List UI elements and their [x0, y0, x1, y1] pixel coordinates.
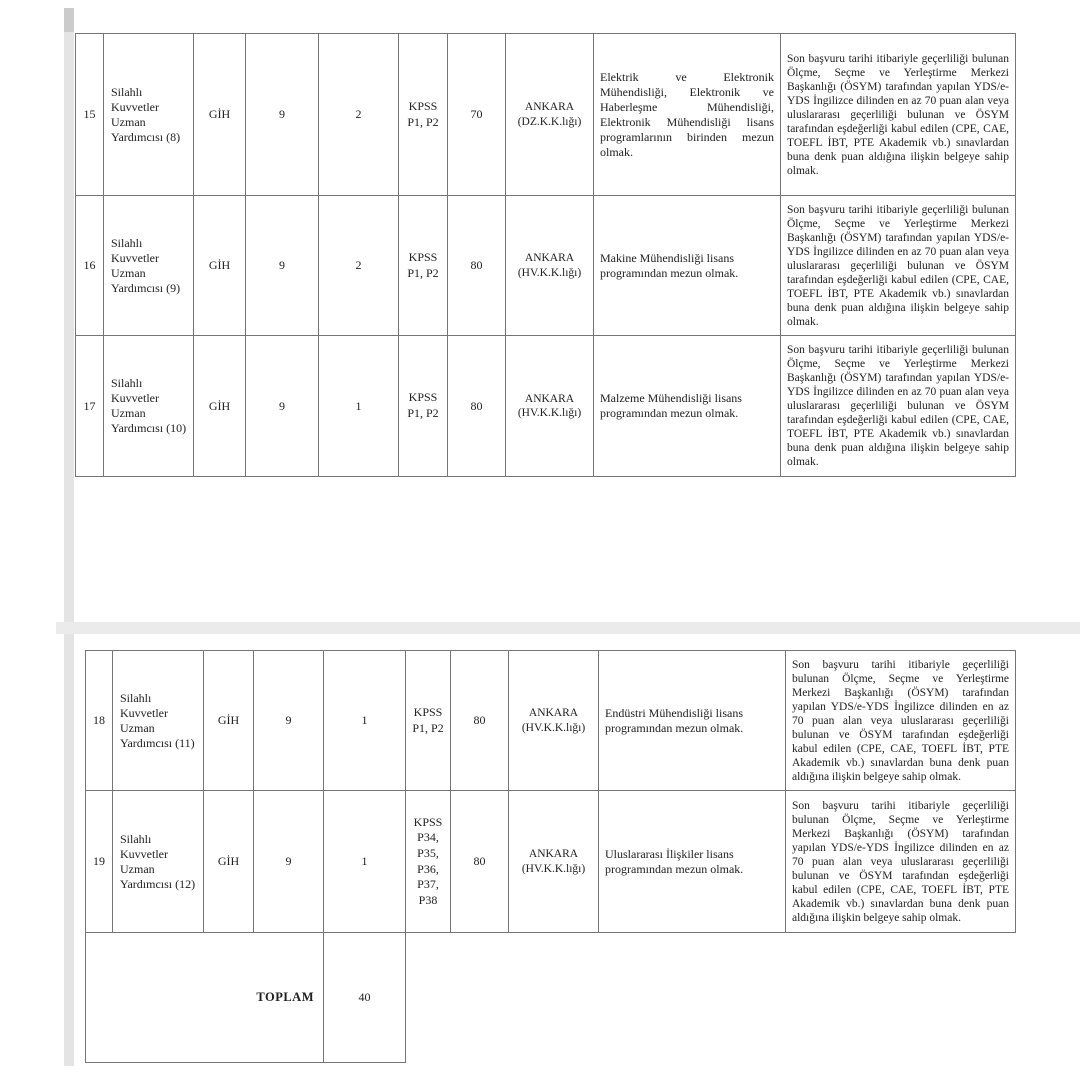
row-number-cell: 16 [76, 196, 104, 336]
total-value-cell: 40 [324, 933, 406, 1063]
position-title-cell: Silahlı Kuvvetler Uzman Yardımcısı (11) [113, 651, 204, 791]
location-cell: ANKARA (HV.K.K.lığı) [509, 791, 599, 933]
row-number-cell: 18 [86, 651, 113, 791]
table-row [76, 196, 1016, 336]
class-cell: GİH [194, 34, 246, 196]
row-number-cell: 15 [76, 34, 104, 196]
positions-table-upper [75, 33, 1016, 477]
education-cell: Makine Mühendisliği lisans programından mezun olmak. [594, 196, 781, 336]
positions-table-lower-body [86, 651, 1016, 1063]
requirement-cell: Son başvuru tarihi itibariyle geçerliliği bulunan Ölçme, Seçme ve Yerleştirme Merkezi Başkanlığı (ÖSYM) tarafından yapılan YDS/e-YDS İngilizce dilinden en az 70 puan alan veya uluslararası geçerliliği bulunan ve ÖSYM tarafından eşdeğerliği kabul edilen (CPE, CAE, TOEFL İBT, PTE Akademik vb.) sınavlardan buna denk puan aldığına ilişkin belgeye sahip olmak. [786, 791, 1016, 933]
row-number-cell: 17 [76, 336, 104, 477]
education-cell: Endüstri Mühendisliği lisans programından mezun olmak. [599, 651, 786, 791]
requirement-cell: Son başvuru tarihi itibariyle geçerliliği bulunan Ölçme, Seçme ve Yerleştirme Merkezi Başkanlığı (ÖSYM) tarafından yapılan YDS/e-YDS İngilizce dilinden en az 70 puan alan veya uluslararası geçerliliği bulunan ve ÖSYM tarafından eşdeğerliği kabul edilen (CPE, CAE, TOEFL İBT, PTE Akademik vb.) sınavlardan buna denk puan aldığına ilişkin belgeye sahip olmak. [781, 34, 1016, 196]
kpss-type-cell: KPSS P1, P2 [399, 196, 448, 336]
kpss-type-cell: KPSS P1, P2 [399, 336, 448, 477]
quota-cell: 2 [319, 196, 399, 336]
quota-cell: 2 [319, 34, 399, 196]
row-number-cell: 19 [86, 791, 113, 933]
grade-cell: 9 [254, 651, 324, 791]
requirement-cell: Son başvuru tarihi itibariyle geçerliliği bulunan Ölçme, Seçme ve Yerleştirme Merkezi Başkanlığı (ÖSYM) tarafından yapılan YDS/e-YDS İngilizce dilinden en az 70 puan alan veya uluslararası geçerliliği bulunan ve ÖSYM tarafından eşdeğerliği kabul edilen (CPE, CAE, TOEFL İBT, PTE Akademik vb.) sınavlardan buna denk puan aldığına ilişkin belgeye sahip olmak. [786, 651, 1016, 791]
total-row-empty-area [406, 933, 1016, 1063]
min-score-cell: 80 [448, 336, 506, 477]
quota-cell: 1 [319, 336, 399, 477]
min-score-cell: 70 [448, 34, 506, 196]
class-cell: GİH [194, 196, 246, 336]
section-divider-band [56, 622, 1080, 634]
kpss-type-cell: KPSS P1, P2 [406, 651, 451, 791]
location-cell: ANKARA (HV.K.K.lığı) [509, 651, 599, 791]
position-title-cell: Silahlı Kuvvetler Uzman Yardımcısı (10) [104, 336, 194, 477]
min-score-cell: 80 [448, 196, 506, 336]
quota-cell: 1 [324, 791, 406, 933]
position-title-cell: Silahlı Kuvvetler Uzman Yardımcısı (8) [104, 34, 194, 196]
grade-cell: 9 [254, 791, 324, 933]
class-cell: GİH [194, 336, 246, 477]
positions-table-lower [85, 650, 1016, 1063]
grade-cell: 9 [246, 34, 319, 196]
table-row [76, 34, 1016, 196]
requirement-cell: Son başvuru tarihi itibariyle geçerliliği bulunan Ölçme, Seçme ve Yerleştirme Merkezi Başkanlığı (ÖSYM) tarafından yapılan YDS/e-YDS İngilizce dilinden en az 70 puan alan veya uluslararası geçerliliği bulunan ve ÖSYM tarafından eşdeğerliği kabul edilen (CPE, CAE, TOEFL İBT, PTE Akademik vb.) sınavlardan buna denk puan aldığına ilişkin belgeye sahip olmak. [781, 336, 1016, 477]
education-cell: Elektrik ve Elektronik Mühendisliği, Elektronik ve Haberleşme Mühendisliği, Elektronik Mühendisliği lisans programlarının birinden mezun olmak. [594, 34, 781, 196]
location-cell: ANKARA (DZ.K.K.lığı) [506, 34, 594, 196]
grade-cell: 9 [246, 336, 319, 477]
min-score-cell: 80 [451, 791, 509, 933]
class-cell: GİH [204, 791, 254, 933]
left-margin-scan-strip-dark [64, 8, 74, 32]
total-row [86, 933, 1016, 1063]
position-title-cell: Silahlı Kuvvetler Uzman Yardımcısı (9) [104, 196, 194, 336]
table-row [86, 651, 1016, 791]
table-row [76, 336, 1016, 477]
left-margin-scan-strip [64, 8, 74, 1066]
kpss-type-cell: KPSS P34, P35, P36, P37, P38 [406, 791, 451, 933]
positions-table-upper-body [76, 34, 1016, 477]
kpss-type-cell: KPSS P1, P2 [399, 34, 448, 196]
position-title-cell: Silahlı Kuvvetler Uzman Yardımcısı (12) [113, 791, 204, 933]
location-cell: ANKARA (HV.K.K.lığı) [506, 336, 594, 477]
location-cell: ANKARA (HV.K.K.lığı) [506, 196, 594, 336]
min-score-cell: 80 [451, 651, 509, 791]
quota-cell: 1 [324, 651, 406, 791]
class-cell: GİH [204, 651, 254, 791]
total-label-cell: TOPLAM [86, 933, 324, 1063]
education-cell: Uluslararası İlişkiler lisans programından mezun olmak. [599, 791, 786, 933]
education-cell: Malzeme Mühendisliği lisans programından mezun olmak. [594, 336, 781, 477]
table-row [86, 791, 1016, 933]
requirement-cell: Son başvuru tarihi itibariyle geçerliliği bulunan Ölçme, Seçme ve Yerleştirme Merkezi Başkanlığı (ÖSYM) tarafından yapılan YDS/e-YDS İngilizce dilinden en az 70 puan alan veya uluslararası geçerliliği bulunan ve ÖSYM tarafından eşdeğerliği kabul edilen (CPE, CAE, TOEFL İBT, PTE Akademik vb.) sınavlardan buna denk puan aldığına ilişkin belgeye sahip olmak. [781, 196, 1016, 336]
grade-cell: 9 [246, 196, 319, 336]
